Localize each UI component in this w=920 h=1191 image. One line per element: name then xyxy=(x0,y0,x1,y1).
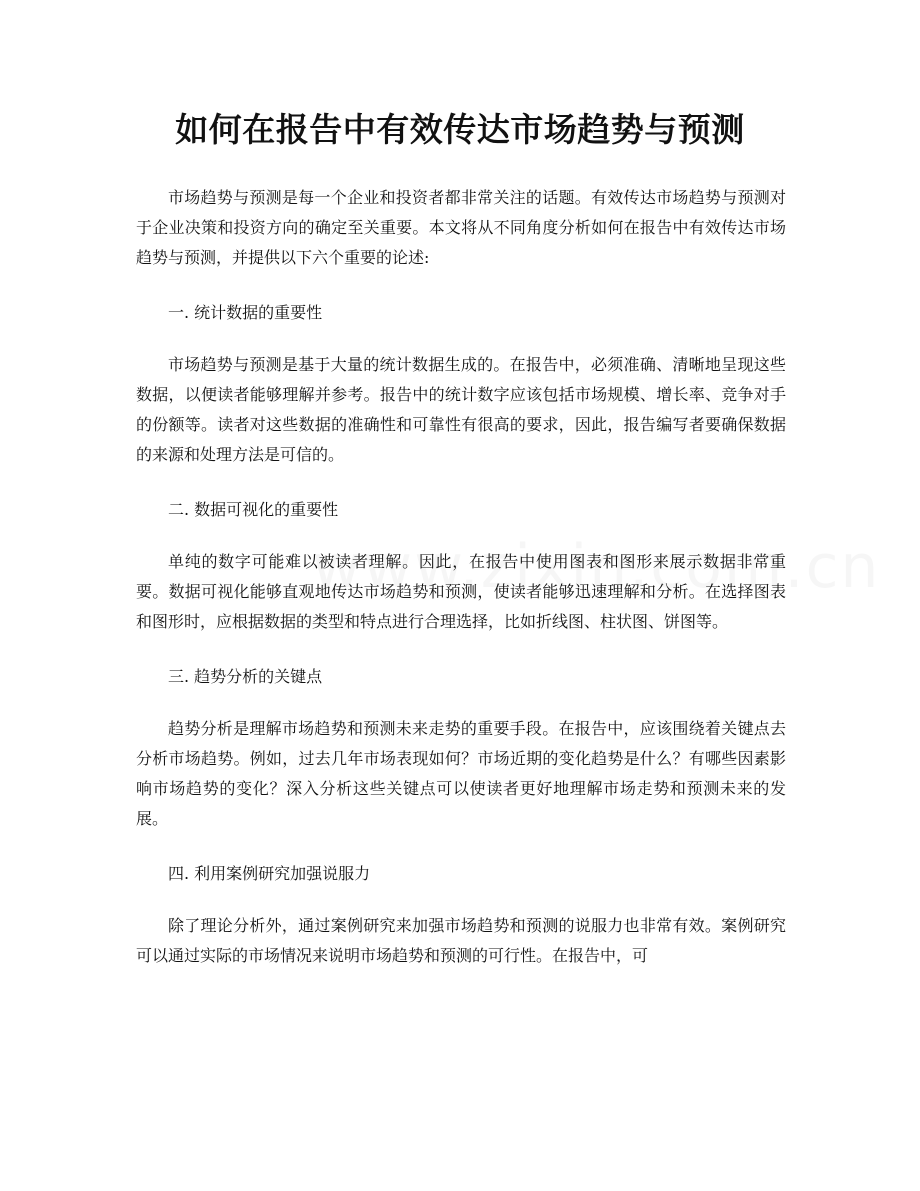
section-body-2: 单纯的数字可能难以被读者理解。因此，在报告中使用图表和图形来展示数据非常重要。数据可视化能够直观地传达市场趋势和预测，使读者能够迅速理解和分析。在选择图表和图形时，应根据数据的类型和特点进行合理选择，比如折线图、柱状图、饼图等。 xyxy=(136,552,786,631)
section-body-4: 除了理论分析外，通过案例研究来加强市场趋势和预测的说服力也非常有效。案例研究可以通过实际的市场情况来说明市场趋势和预测的可行性。在报告中，可 xyxy=(136,916,786,965)
section-body-1: 市场趋势与预测是基于大量的统计数据生成的。在报告中，必须准确、清晰地呈现这些数据，以便读者能够理解并参考。报告中的统计数字应该包括市场规模、增长率、竞争对手的份额等。读者对这些数据的准确性和可靠性有很高的要求，因此，报告编写者要确保数据的来源和处理方法是可信的。 xyxy=(136,355,786,464)
section-body-3: 趋势分析是理解市场趋势和预测未来走势的重要手段。在报告中，应该围绕着关键点去分析市场趋势。例如，过去几年市场表现如何？市场近期的变化趋势是什么？有哪些因素影响市场趋势的变化？深入分析这些关键点可以使读者更好地理解市场走势和预测未来的发展。 xyxy=(136,719,786,828)
section-heading-4: 四. 利用案例研究加强说服力 xyxy=(168,864,371,883)
document-body xyxy=(136,183,786,971)
intro-paragraph: 市场趋势与预测是每一个企业和投资者都非常关注的话题。有效传达市场趋势与预测对于企业决策和投资方向的确定至关重要。本文将从不同角度分析如何在报告中有效传达市场趋势与预测，并提供以下六个重要的论述: xyxy=(136,188,786,267)
section-heading-2: 二. 数据可视化的重要性 xyxy=(168,500,339,519)
section-heading-3: 三. 趋势分析的关键点 xyxy=(168,667,323,686)
section-heading-1: 一. 统计数据的重要性 xyxy=(168,303,323,322)
document-title: 如何在报告中有效传达市场趋势与预测 xyxy=(175,110,745,149)
